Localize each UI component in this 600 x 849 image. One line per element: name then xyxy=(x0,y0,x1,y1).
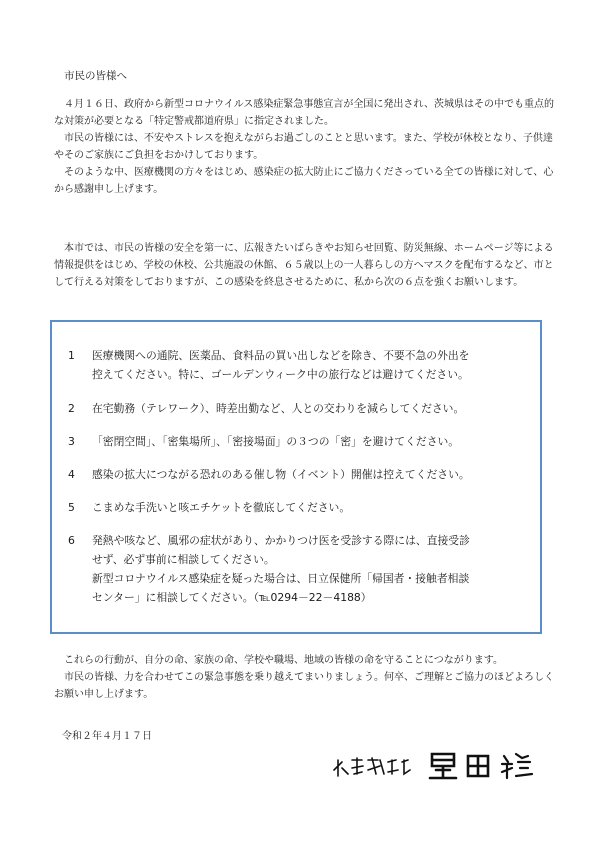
request-paragraph: 本市では、市民の皆様の安全を第一に、広報きたいばらきやお知らせ回覧、防災無線、ホームページ等による情報提供をはじめ、学校の休校、公共施設の休館、６５歳以上の一人暮らしの方へマスクを配布するなど、市として行える対策をしておりますが、この感染を終息させるために、私から次の６点を強くお願いします。 xyxy=(54,243,554,288)
item-line: 発熱や咳など、風邪の症状があり、かかりつけ医を受診する際には、直接受診 xyxy=(92,534,470,547)
intro-paragraph: ４月１６日、政府から新型コロナウイルス感染症緊急事態宣言が全国に発出され、茨城県はその中でも重点的な対策が必要となる「特定警戒都道府県」に指定されました。 xyxy=(54,99,554,127)
item-number: 5 xyxy=(68,501,75,514)
item-line: センター」に相談してください。（℡0294－22－4188） xyxy=(92,591,372,604)
closing-section xyxy=(54,652,554,703)
item-number: 6 xyxy=(68,534,75,547)
item-line: 在宅勤務（テレワーク）、時差出勤など、人との交わりを減らしてください。 xyxy=(92,402,465,415)
closing-paragraph: 市民の皆様、力を合わせてこの緊急事態を乗り越えてまいりましょう。何卒、ご理解とご協力のほどよろしくお願い申し上げます。 xyxy=(54,672,554,700)
item-line: 感染の拡大につながる恐れのある催し物（イベント）開催は控えてください。 xyxy=(92,468,470,481)
list-item xyxy=(68,432,528,451)
item-line: こまめな手洗いと咳エチケットを徹底してください。 xyxy=(92,501,351,514)
list-item xyxy=(68,399,528,418)
item-line: せず、必ず事前に相談してください。 xyxy=(92,553,275,566)
item-number: 4 xyxy=(68,468,75,481)
intro-paragraph: そのような中、医療機関の方々をはじめ、感染症の拡大防止にご協力くださっている全ての皆様に対して、心から感謝申し上げます。 xyxy=(54,167,554,195)
request-list-box xyxy=(50,320,542,634)
item-line: 医療機関への通院、医薬品、食料品の買い出しなどを除き、不要不急の外出を xyxy=(92,349,470,362)
intro-paragraph: 市民の皆様には、不安やストレスを抱えながらお過ごしのことと思います。また、学校が休校となり、子供達やそのご家族にご負担をおかけしております。 xyxy=(54,133,553,161)
item-number: 3 xyxy=(68,435,75,448)
list-item xyxy=(68,346,528,384)
item-line: 「密閉空間」、「密集場所」、「密接場面」の３つの「密」を避けてください。 xyxy=(92,435,460,448)
closing-paragraph: これらの行動が、自分の命、家族の命、学校や職場、地域の皆様の命を守ることにつながります。 xyxy=(64,655,503,666)
greeting: 市民の皆様へ xyxy=(64,70,127,82)
list-item xyxy=(68,531,528,607)
intro-section xyxy=(54,96,554,198)
document-date: 令和２年４月１７日 xyxy=(62,731,152,742)
request-section xyxy=(54,240,554,291)
item-line: 新型コロナウイルス感染症を疑った場合は、日立保健所「帰国者・接触者相談 xyxy=(92,572,470,585)
mayor-signature xyxy=(332,748,542,784)
item-number: 2 xyxy=(68,402,75,415)
list-item xyxy=(68,465,528,484)
list-item xyxy=(68,498,528,517)
item-line: 控えてください。特に、ゴールデンウィーク中の旅行などは避けてください。 xyxy=(92,368,469,381)
item-number: 1 xyxy=(68,349,75,362)
